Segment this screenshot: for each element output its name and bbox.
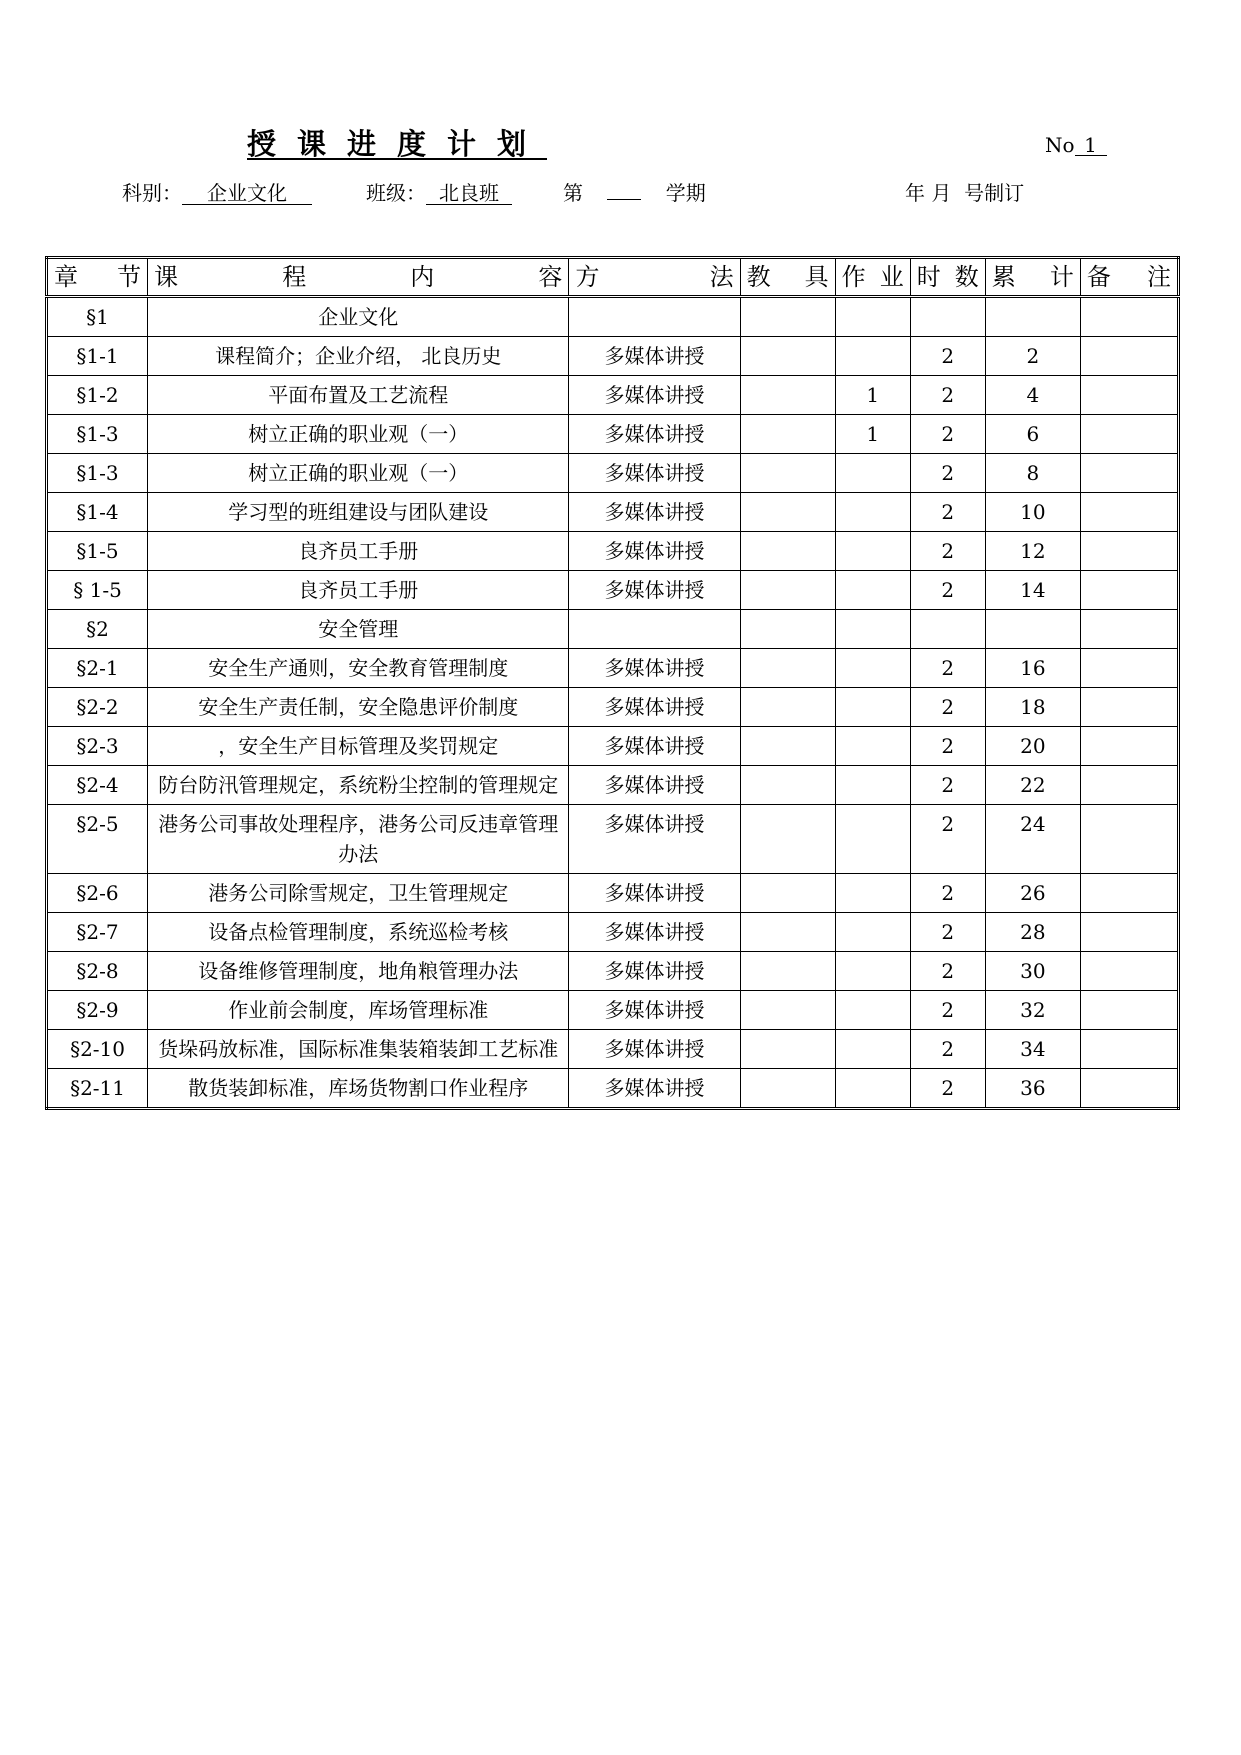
cell-section: §2-10	[47, 1030, 148, 1069]
table-row	[47, 493, 1179, 532]
cell-method: 多媒体讲授	[569, 532, 740, 571]
table-row	[47, 415, 1179, 454]
cell-remarks	[1080, 649, 1178, 688]
column-header	[910, 258, 985, 297]
cell-content: ，安全生产目标管理及奖罚规定	[148, 727, 569, 766]
column-header-char: 累	[991, 263, 1016, 291]
cell-hours: 2	[910, 1069, 985, 1109]
term-prefix: 第	[563, 181, 583, 205]
column-header-char: 程	[282, 263, 307, 291]
cell-tools	[740, 727, 835, 766]
column-header-label	[842, 262, 904, 292]
cell-remarks	[1080, 376, 1178, 415]
table-row	[47, 610, 1179, 649]
column-header	[569, 258, 740, 297]
cell-hours: 2	[910, 805, 985, 874]
cell-section: §2-8	[47, 952, 148, 991]
cell-cumulative: 30	[985, 952, 1080, 991]
table-row	[47, 766, 1179, 805]
cell-cumulative: 10	[985, 493, 1080, 532]
table-row	[47, 952, 1179, 991]
cell-tools	[740, 297, 835, 337]
cell-tools	[740, 1069, 835, 1109]
cell-method: 多媒体讲授	[569, 952, 740, 991]
cell-remarks	[1080, 805, 1178, 874]
cell-cumulative	[985, 610, 1080, 649]
cell-hours: 2	[910, 766, 985, 805]
cell-content: 防台防汛管理规定，系统粉尘控制的管理规定	[148, 766, 569, 805]
column-header-label	[575, 262, 733, 292]
cell-tools	[740, 376, 835, 415]
cell-homework	[835, 727, 910, 766]
cell-hours: 2	[910, 913, 985, 952]
cell-content: 安全管理	[148, 610, 569, 649]
table-header-row	[47, 258, 1179, 297]
cell-homework: 1	[835, 415, 910, 454]
cell-tools	[740, 913, 835, 952]
column-header	[148, 258, 569, 297]
term-field	[563, 177, 706, 206]
table-row	[47, 454, 1179, 493]
cell-tools	[740, 688, 835, 727]
subject-value: 企业文化	[182, 182, 312, 205]
cell-tools	[740, 532, 835, 571]
document-title: 授课进度计划	[247, 127, 548, 161]
cell-cumulative: 24	[985, 805, 1080, 874]
cell-content: 平面布置及工艺流程	[148, 376, 569, 415]
cell-method: 多媒体讲授	[569, 649, 740, 688]
cell-method: 多媒体讲授	[569, 1069, 740, 1109]
cell-method	[569, 297, 740, 337]
cell-method: 多媒体讲授	[569, 493, 740, 532]
cell-cumulative: 14	[985, 571, 1080, 610]
cell-cumulative: 36	[985, 1069, 1080, 1109]
cell-homework	[835, 493, 910, 532]
column-header-char: 章	[54, 263, 78, 291]
cell-section: § 1-5	[47, 571, 148, 610]
schedule-table	[45, 256, 1180, 1110]
cell-section: §2-4	[47, 766, 148, 805]
date-made: 年 月 号制订	[905, 181, 1025, 205]
table-row	[47, 874, 1179, 913]
table-row	[47, 337, 1179, 376]
table-row	[47, 1030, 1179, 1069]
column-header-char: 方	[575, 263, 600, 291]
cell-remarks	[1080, 766, 1178, 805]
table-row	[47, 649, 1179, 688]
cell-homework	[835, 952, 910, 991]
cell-remarks	[1080, 532, 1178, 571]
column-header-char: 教	[746, 263, 771, 291]
column-header-char: 备	[1086, 263, 1111, 291]
document-number-label: No	[1045, 133, 1075, 157]
table-row	[47, 1069, 1179, 1109]
cell-cumulative: 16	[985, 649, 1080, 688]
cell-homework	[835, 805, 910, 874]
cell-tools	[740, 493, 835, 532]
subject-label: 科别：	[122, 181, 182, 205]
cell-cumulative: 8	[985, 454, 1080, 493]
cell-tools	[740, 415, 835, 454]
cell-section: §2-9	[47, 991, 148, 1030]
cell-hours: 2	[910, 952, 985, 991]
table-row	[47, 913, 1179, 952]
column-header	[47, 258, 148, 297]
cell-method: 多媒体讲授	[569, 688, 740, 727]
cell-homework	[835, 454, 910, 493]
cell-remarks	[1080, 952, 1178, 991]
cell-remarks	[1080, 571, 1178, 610]
cell-homework	[835, 337, 910, 376]
column-header-char: 业	[879, 263, 904, 291]
cell-hours: 2	[910, 532, 985, 571]
cell-homework	[835, 991, 910, 1030]
cell-method	[569, 610, 740, 649]
cell-cumulative: 26	[985, 874, 1080, 913]
term-value	[607, 199, 641, 200]
cell-cumulative: 28	[985, 913, 1080, 952]
cell-content: 港务公司事故处理程序，港务公司反违章管理办法	[148, 805, 569, 874]
cell-section: §1-3	[47, 454, 148, 493]
cell-tools	[740, 991, 835, 1030]
cell-tools	[740, 571, 835, 610]
cell-hours: 2	[910, 688, 985, 727]
cell-remarks	[1080, 454, 1178, 493]
cell-hours	[910, 297, 985, 337]
cell-section: §1-1	[47, 337, 148, 376]
cell-tools	[740, 610, 835, 649]
cell-section: §2-1	[47, 649, 148, 688]
table-row	[47, 571, 1179, 610]
cell-hours: 2	[910, 415, 985, 454]
cell-homework	[835, 571, 910, 610]
cell-homework	[835, 532, 910, 571]
cell-section: §2-3	[47, 727, 148, 766]
cell-cumulative: 20	[985, 727, 1080, 766]
cell-section: §1	[47, 297, 148, 337]
cell-hours: 2	[910, 454, 985, 493]
cell-section: §2-7	[47, 913, 148, 952]
column-header-label	[992, 262, 1074, 292]
cell-remarks	[1080, 1069, 1178, 1109]
table-row	[47, 297, 1179, 337]
cell-hours: 2	[910, 874, 985, 913]
cell-homework	[835, 649, 910, 688]
cell-tools	[740, 454, 835, 493]
cell-content: 设备维修管理制度，地角粮管理办法	[148, 952, 569, 991]
cell-method: 多媒体讲授	[569, 766, 740, 805]
cell-content: 良齐员工手册	[148, 532, 569, 571]
column-header-char: 课	[154, 263, 179, 291]
cell-section: §1-5	[47, 532, 148, 571]
column-header	[835, 258, 910, 297]
subject-field	[122, 177, 312, 206]
cell-homework	[835, 610, 910, 649]
cell-remarks	[1080, 991, 1178, 1030]
cell-content: 安全生产责任制，安全隐患评价制度	[148, 688, 569, 727]
cell-method: 多媒体讲授	[569, 913, 740, 952]
column-header-label	[1087, 262, 1171, 292]
cell-homework	[835, 913, 910, 952]
table-row	[47, 805, 1179, 874]
cell-hours: 2	[910, 493, 985, 532]
cell-cumulative: 12	[985, 532, 1080, 571]
cell-hours: 2	[910, 376, 985, 415]
cell-method: 多媒体讲授	[569, 805, 740, 874]
column-header-char: 时	[916, 263, 941, 291]
cell-cumulative: 18	[985, 688, 1080, 727]
cell-homework	[835, 874, 910, 913]
cell-tools	[740, 874, 835, 913]
cell-section: §2-2	[47, 688, 148, 727]
cell-hours: 2	[910, 571, 985, 610]
table-row	[47, 991, 1179, 1030]
cell-section: §1-2	[47, 376, 148, 415]
column-header-char: 具	[804, 263, 829, 291]
cell-section: §1-3	[47, 415, 148, 454]
cell-homework	[835, 1069, 910, 1109]
cell-section: §2-11	[47, 1069, 148, 1109]
cell-content: 安全生产通则，安全教育管理制度	[148, 649, 569, 688]
column-header-char: 容	[538, 263, 563, 291]
table-row	[47, 727, 1179, 766]
cell-hours: 2	[910, 991, 985, 1030]
cell-method: 多媒体讲授	[569, 415, 740, 454]
cell-homework: 1	[835, 376, 910, 415]
cell-cumulative: 34	[985, 1030, 1080, 1069]
cell-method: 多媒体讲授	[569, 571, 740, 610]
cell-hours: 2	[910, 649, 985, 688]
cell-cumulative: 2	[985, 337, 1080, 376]
cell-content: 树立正确的职业观（一）	[148, 454, 569, 493]
cell-cumulative: 4	[985, 376, 1080, 415]
cell-method: 多媒体讲授	[569, 376, 740, 415]
column-header-char: 内	[410, 263, 435, 291]
cell-tools	[740, 1030, 835, 1069]
cell-section: §1-4	[47, 493, 148, 532]
cell-method: 多媒体讲授	[569, 727, 740, 766]
cell-remarks	[1080, 297, 1178, 337]
cell-homework	[835, 1030, 910, 1069]
column-header-label	[54, 262, 141, 292]
cell-content: 散货装卸标准，库场货物割口作业程序	[148, 1069, 569, 1109]
cell-remarks	[1080, 727, 1178, 766]
cell-cumulative: 22	[985, 766, 1080, 805]
cell-content: 企业文化	[148, 297, 569, 337]
column-header	[985, 258, 1080, 297]
cell-cumulative: 6	[985, 415, 1080, 454]
column-header	[1080, 258, 1178, 297]
cell-method: 多媒体讲授	[569, 1030, 740, 1069]
cell-tools	[740, 649, 835, 688]
column-header-char: 注	[1147, 263, 1171, 291]
cell-remarks	[1080, 913, 1178, 952]
column-header-char: 数	[954, 263, 979, 291]
class-value: 北良班	[426, 182, 512, 205]
cell-content: 学习型的班组建设与团队建设	[148, 493, 569, 532]
table-row	[47, 688, 1179, 727]
cell-content: 良齐员工手册	[148, 571, 569, 610]
column-header-char: 计	[1049, 263, 1074, 291]
cell-method: 多媒体讲授	[569, 874, 740, 913]
cell-remarks	[1080, 688, 1178, 727]
cell-remarks	[1080, 493, 1178, 532]
column-header-label	[747, 262, 829, 292]
column-header-char: 节	[117, 263, 142, 291]
cell-section: §2-5	[47, 805, 148, 874]
cell-content: 作业前会制度，库场管理标准	[148, 991, 569, 1030]
cell-content: 港务公司除雪规定，卫生管理规定	[148, 874, 569, 913]
cell-content: 设备点检管理制度，系统巡检考核	[148, 913, 569, 952]
cell-tools	[740, 337, 835, 376]
cell-hours: 2	[910, 1030, 985, 1069]
cell-method: 多媒体讲授	[569, 337, 740, 376]
cell-content: 课程简介；企业介绍， 北良历史	[148, 337, 569, 376]
class-label: 班级：	[366, 181, 426, 205]
column-header	[740, 258, 835, 297]
table-row	[47, 532, 1179, 571]
cell-hours	[910, 610, 985, 649]
column-header-label	[917, 262, 979, 292]
cell-remarks	[1080, 337, 1178, 376]
cell-content: 树立正确的职业观（一）	[148, 415, 569, 454]
class-field	[366, 177, 512, 206]
cell-remarks	[1080, 1030, 1178, 1069]
table-body	[47, 297, 1179, 1109]
table-row	[47, 376, 1179, 415]
cell-content: 货垛码放标准，国际标准集装箱装卸工艺标准	[148, 1030, 569, 1069]
cell-tools	[740, 766, 835, 805]
cell-method: 多媒体讲授	[569, 454, 740, 493]
column-header-char: 作	[841, 263, 866, 291]
term-suffix: 学期	[665, 181, 706, 205]
cell-section: §2	[47, 610, 148, 649]
cell-hours: 2	[910, 337, 985, 376]
cell-cumulative	[985, 297, 1080, 337]
cell-tools	[740, 952, 835, 991]
column-header-char: 法	[709, 263, 734, 291]
cell-homework	[835, 688, 910, 727]
document-number-value: 1	[1075, 135, 1107, 156]
cell-hours: 2	[910, 727, 985, 766]
cell-remarks	[1080, 610, 1178, 649]
cell-cumulative: 32	[985, 991, 1080, 1030]
cell-remarks	[1080, 415, 1178, 454]
cell-remarks	[1080, 874, 1178, 913]
cell-tools	[740, 805, 835, 874]
document-number	[1045, 133, 1107, 157]
cell-homework	[835, 297, 910, 337]
column-header-label	[154, 262, 562, 292]
cell-homework	[835, 766, 910, 805]
cell-section: §2-6	[47, 874, 148, 913]
cell-method: 多媒体讲授	[569, 991, 740, 1030]
